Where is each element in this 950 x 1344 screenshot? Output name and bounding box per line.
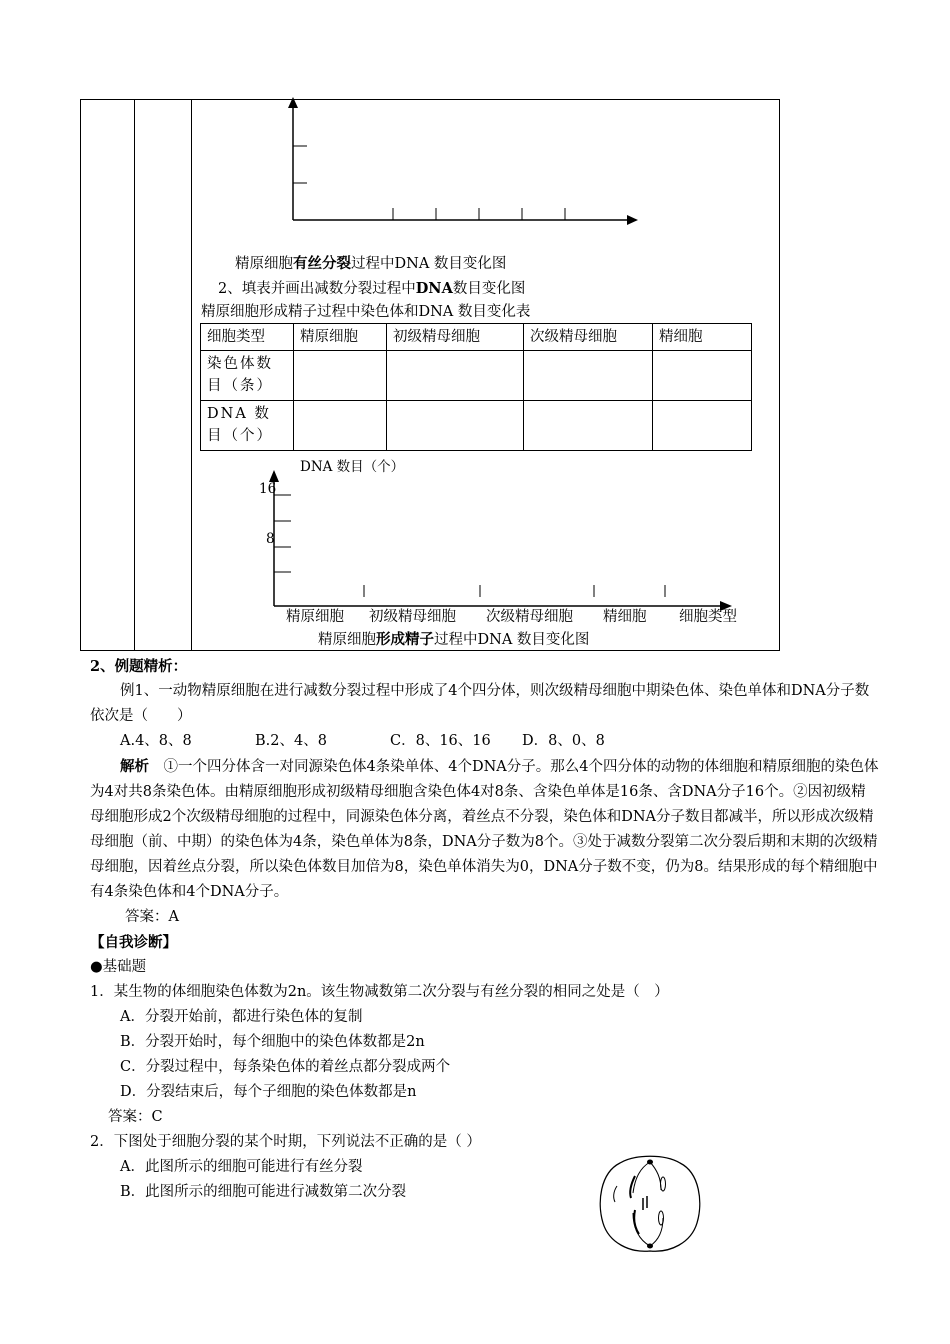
header-cell: 精原细胞 bbox=[294, 324, 387, 351]
q2-stem: 2．下图处于细胞分裂的某个时期，下列说法不正确的是（ ） bbox=[90, 1134, 481, 1150]
q1-option: D．分裂结束后，每个子细胞的染色体数都是n bbox=[120, 1084, 417, 1100]
q1-stem: 1．某生物的体细胞染色体数为2n。该生物减数第二次分裂与有丝分裂的相同之处是（ ） bbox=[90, 984, 669, 1000]
task2-heading: 2、填表并画出减数分裂过程中DNA数目变化图 bbox=[218, 280, 526, 297]
xtick-label: 次级精母细胞 bbox=[486, 609, 573, 625]
example-options bbox=[90, 729, 880, 754]
q1-option: A．分裂开始前，都进行染色体的复制 bbox=[120, 1009, 363, 1025]
example-heading: 2、例题精析： bbox=[90, 658, 188, 675]
q1-option: C．分裂过程中，每条染色体的着丝点都分裂成两个 bbox=[120, 1059, 451, 1075]
header-cell: 次级精母细胞 bbox=[524, 324, 653, 351]
example-analysis: 解析 ①一个四分体含一对同源染色体4条染单体、4个DNA分子。那么4个四分体的动物的体细胞和精原细胞的染色体为4对共8条染色体。由精原细胞形成初级精母细胞含染色体4对8条、含染色单体是16条、含DNA分子16个。②因初级精母细胞形成2个次级精母细胞的过程中，同源染色体分离，着丝点不分裂，染色体和DNA分子数目都减半，所以形成次级精母细胞（前、中期）的染色体为4条，染色单体为8条，DNA分子数为8个。③处于减数分裂第二次分裂后期和末期的次级精母细胞，因着丝点分裂，所以染色体数目加倍为8，染色单体消失为0，DNA分子数不变，仍为8。结果形成的每个精细胞中有4条染色体和4个DNA分子。 bbox=[90, 758, 879, 900]
row-label: DNA 数目（个） bbox=[201, 401, 294, 451]
ytick-label: 8 bbox=[266, 531, 275, 547]
header-cell: 精细胞 bbox=[653, 324, 752, 351]
xtick-label: 精细胞 bbox=[603, 609, 647, 625]
q2-option: B．此图所示的细胞可能进行减数第二次分裂 bbox=[120, 1184, 407, 1200]
option: C．8、16、16 bbox=[390, 733, 491, 749]
row-label: 染色体数目（条） bbox=[201, 351, 294, 401]
header-cell: 初级精母细胞 bbox=[387, 324, 524, 351]
option: B.2、4、8 bbox=[255, 733, 327, 749]
chart2-ylabel: DNA 数目（个） bbox=[300, 459, 405, 475]
option: D．8、0、8 bbox=[522, 733, 605, 749]
xtick-label: 精原细胞 bbox=[286, 609, 344, 625]
ytick-label: 16 bbox=[259, 481, 277, 497]
q1-answer: 答案：C bbox=[108, 1109, 163, 1125]
chart2-caption: 精原细胞形成精子过程中DNA 数目变化图 bbox=[318, 631, 590, 648]
example-answer: 答案：A bbox=[125, 909, 179, 925]
xaxis-label: 细胞类型 bbox=[679, 609, 737, 625]
cell-division-figure bbox=[595, 1148, 705, 1258]
table-title: 精原细胞形成精子过程中染色体和DNA 数目变化表 bbox=[201, 304, 531, 320]
q1-option: B．分裂开始时，每个细胞中的染色体数都是2n bbox=[120, 1034, 425, 1050]
header-cell: 细胞类型 bbox=[201, 324, 294, 351]
self-diagnosis-heading: 【自我诊断】 bbox=[90, 934, 177, 951]
basic-label: ●基础题 bbox=[90, 959, 147, 975]
example-question: 例1、一动物精原细胞在进行减数分裂过程中形成了4个四分体，则次级精母细胞中期染色体、染色单体和DNA分子数依次是（ ） bbox=[90, 683, 870, 724]
option: A.4、8、8 bbox=[120, 733, 192, 749]
example-section bbox=[90, 654, 880, 1205]
xtick-label: 初级精母细胞 bbox=[369, 609, 456, 625]
chart1-caption: 精原细胞有丝分裂过程中DNA 数目变化图 bbox=[235, 255, 507, 272]
q2-option: A．此图所示的细胞可能进行有丝分裂 bbox=[120, 1159, 363, 1175]
